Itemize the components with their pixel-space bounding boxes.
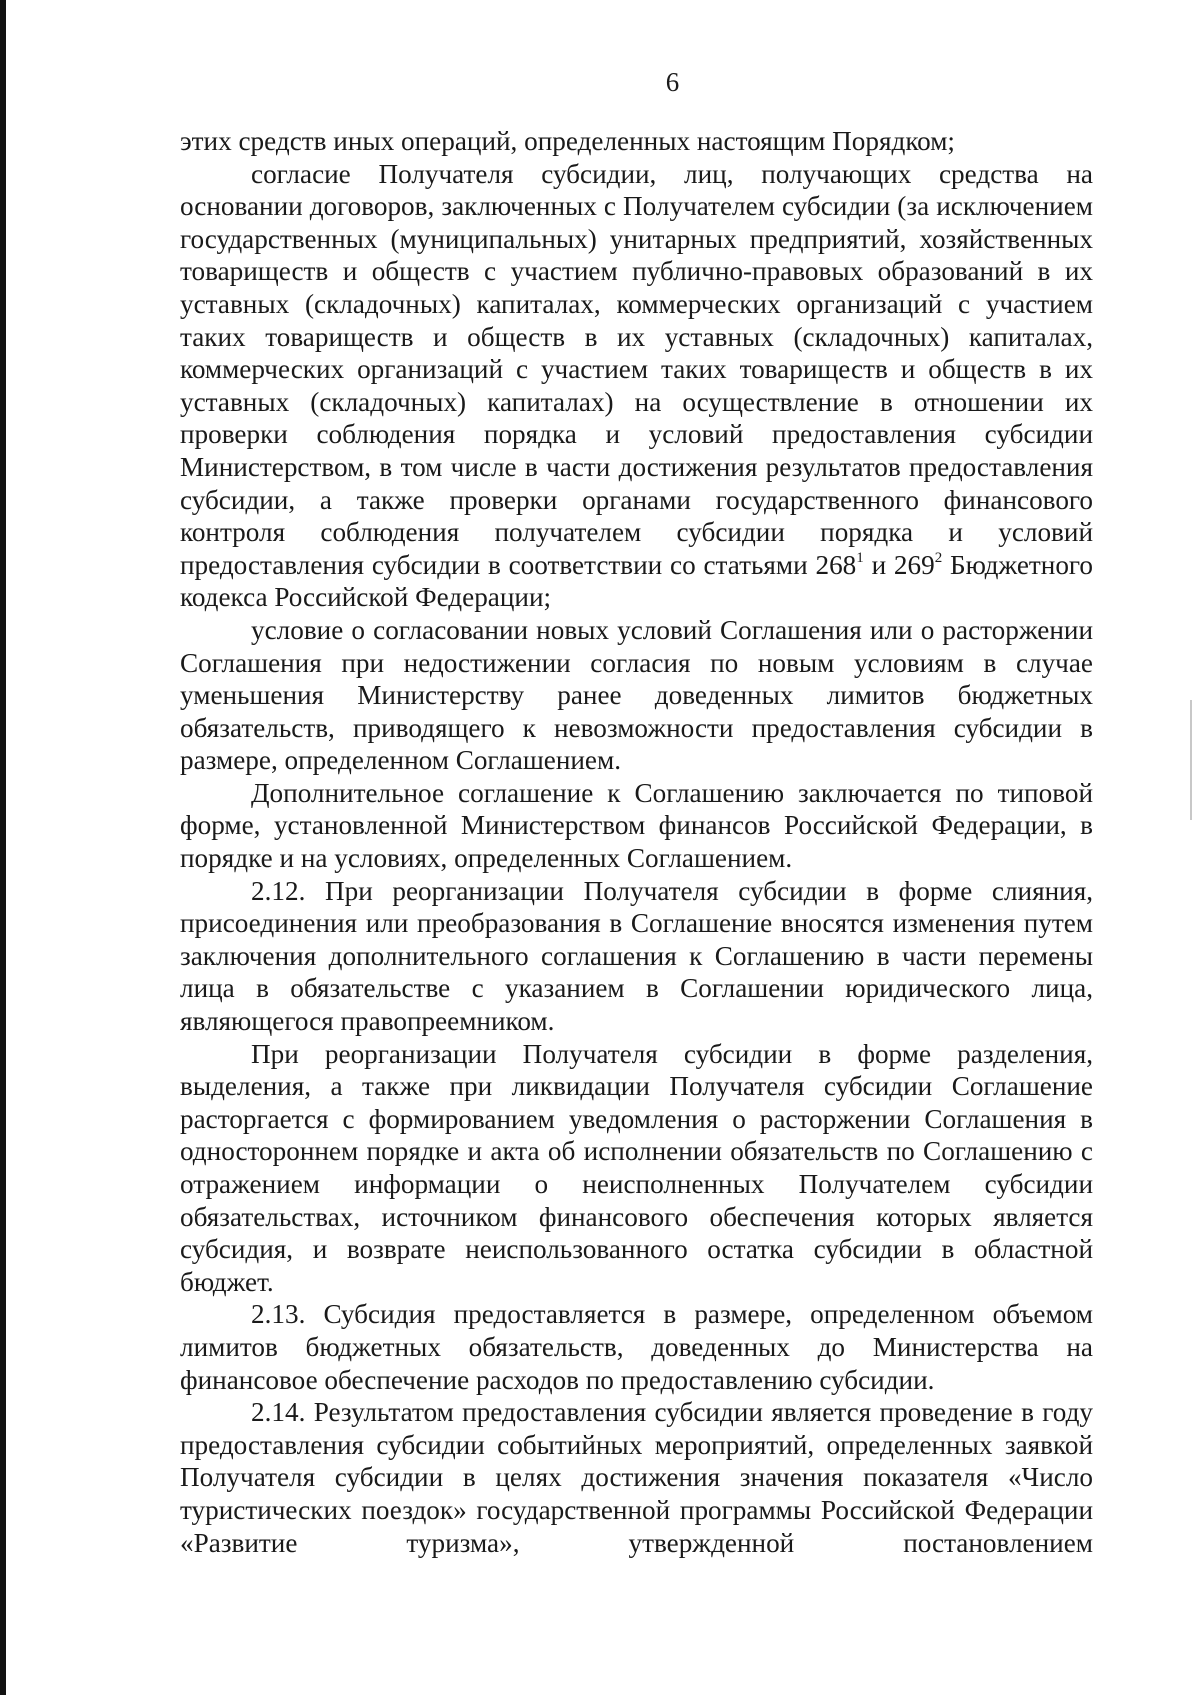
- paragraph-2-13: 2.13. Субсидия предоставляется в размере, определенном объемом лимитов бюджетных обязательств, доведенных до Министерства на финансовое обеспечение расходов по предоставлению субсидии.: [180, 1299, 1093, 1395]
- paragraph-consent: [180, 158, 1093, 614]
- paragraph-consent-end: Бюджетного кодекса Российской Федерации;: [180, 549, 1093, 613]
- paragraph-consent-text: согласие Получателя субсидии, лиц, получающих средства на основании договоров, заключенных с Получателем субсидии (за исключением государственных (муниципальных) унитарных предприятий, хозяйственных товариществ и обществ с участием публично-правовых образований в их уставных (складочных) капиталах, коммерческих организаций с участием таких товариществ и обществ в их уставных (складочных) капиталах, коммерческих организаций с участием таких товариществ и обществ в их уставных (складочных) капиталах) на осуществление в отношении их проверки соблюдения порядка и условий предоставления субсидии Министерством, в том числе в части достижения результатов предоставления субсидии, а также проверки органами государственного финансового контроля соблюдения получателем субсидии порядка и условий предоставления субсидии в соответствии со статьями 268: [180, 158, 1093, 580]
- footnote-superscript-1: 1: [856, 549, 864, 566]
- paragraph-condition: условие о согласовании новых условий Соглашения или о расторжении Соглашения при недостижении согласия по новым условиям в случае уменьшения Министерству ранее доведенных лимитов бюджетных обязательств, приводящего к невозможности предоставления субсидии в размере, определенном Соглашением.: [180, 614, 1093, 776]
- scan-left-edge: [0, 0, 6, 1695]
- document-body: [180, 125, 1093, 1559]
- scan-right-mark: [1190, 700, 1192, 820]
- footnote-superscript-2: 2: [934, 549, 943, 566]
- paragraph-2-12: 2.12. При реорганизации Получателя субсидии в форме слияния, присоединения или преобразования в Соглашение вносятся изменения путем заключения дополнительного соглашения к Соглашению в части перемены лица в обязательстве с указанием в Соглашении юридического лица, являющегося правопреемником.: [180, 875, 1093, 1037]
- paragraph-consent-mid: и 269: [863, 549, 935, 580]
- paragraph-2-14: 2.14. Результатом предоставления субсидии является проведение в году предоставления субсидии событийных мероприятий, определенных заявкой Получателя субсидии в целях достижения значения показателя «Число туристических поездок» государственной программы Российской Федерации «Развитие туризма», утвержденной постановлением: [180, 1397, 1093, 1558]
- page-number: 6: [665, 67, 680, 97]
- paragraph-continuation: этих средств иных операций, определенных настоящим Порядком;: [180, 126, 955, 156]
- paragraph-additional-agreement: Дополнительное соглашение к Соглашению заключается по типовой форме, установленной Министерством финансов Российской Федерации, в порядке и на условиях, определенных Соглашением.: [180, 777, 1093, 874]
- paragraph-reorganization: При реорганизации Получателя субсидии в форме разделения, выделения, а также при ликвидации Получателя субсидии Соглашение расторгается с формированием уведомления о расторжении Соглашения в одностороннем порядке и акта об исполнении обязательств по Соглашению с отражением информации о неисполненных Получателем субсидии обязательствах, источником финансового обеспечения которых является субсидия, и возврате неиспользованного остатка субсидии в областной бюджет.: [180, 1038, 1093, 1297]
